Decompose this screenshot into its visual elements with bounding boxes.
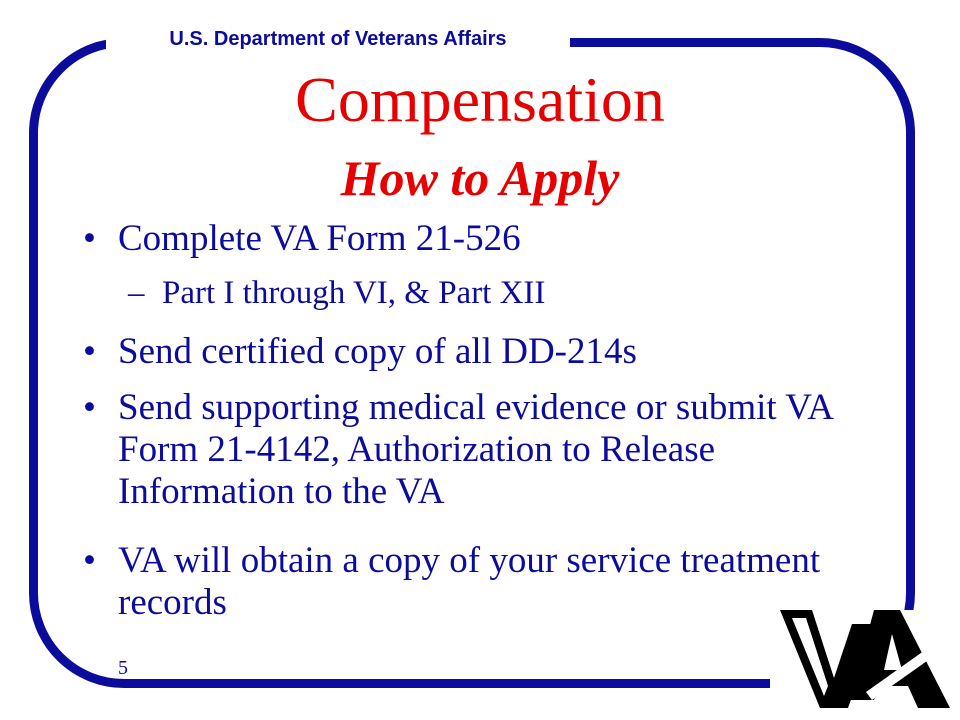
bullet-icon: • [83, 331, 96, 372]
page-number: 5 [118, 657, 128, 679]
bullet-text: Send supporting medical evidence or submit VA Form 21-4142, Authorization to Release Information to the VA [118, 387, 832, 512]
slide-subtitle: How to Apply [340, 150, 620, 206]
bullet-item [83, 540, 838, 624]
organization-header: U.S. Department of Veterans Affairs [169, 28, 507, 50]
bullet-icon: • [83, 540, 96, 581]
bullet-text: Complete VA Form 21-526 [118, 218, 521, 259]
bullet-icon: • [83, 387, 96, 428]
bullet-text: Send certified copy of all DD-214s [118, 331, 637, 372]
bullet-item [83, 331, 637, 373]
bullet-text: VA will obtain a copy of your service treatment records [118, 540, 821, 623]
bullet-item [83, 218, 521, 260]
bullet-icon: • [83, 218, 96, 259]
dash-icon: – [128, 275, 145, 311]
slide-title: Compensation [295, 64, 665, 135]
sub-bullet-text: Part I through VI, & Part XII [162, 275, 546, 311]
bullet-item [83, 387, 898, 513]
